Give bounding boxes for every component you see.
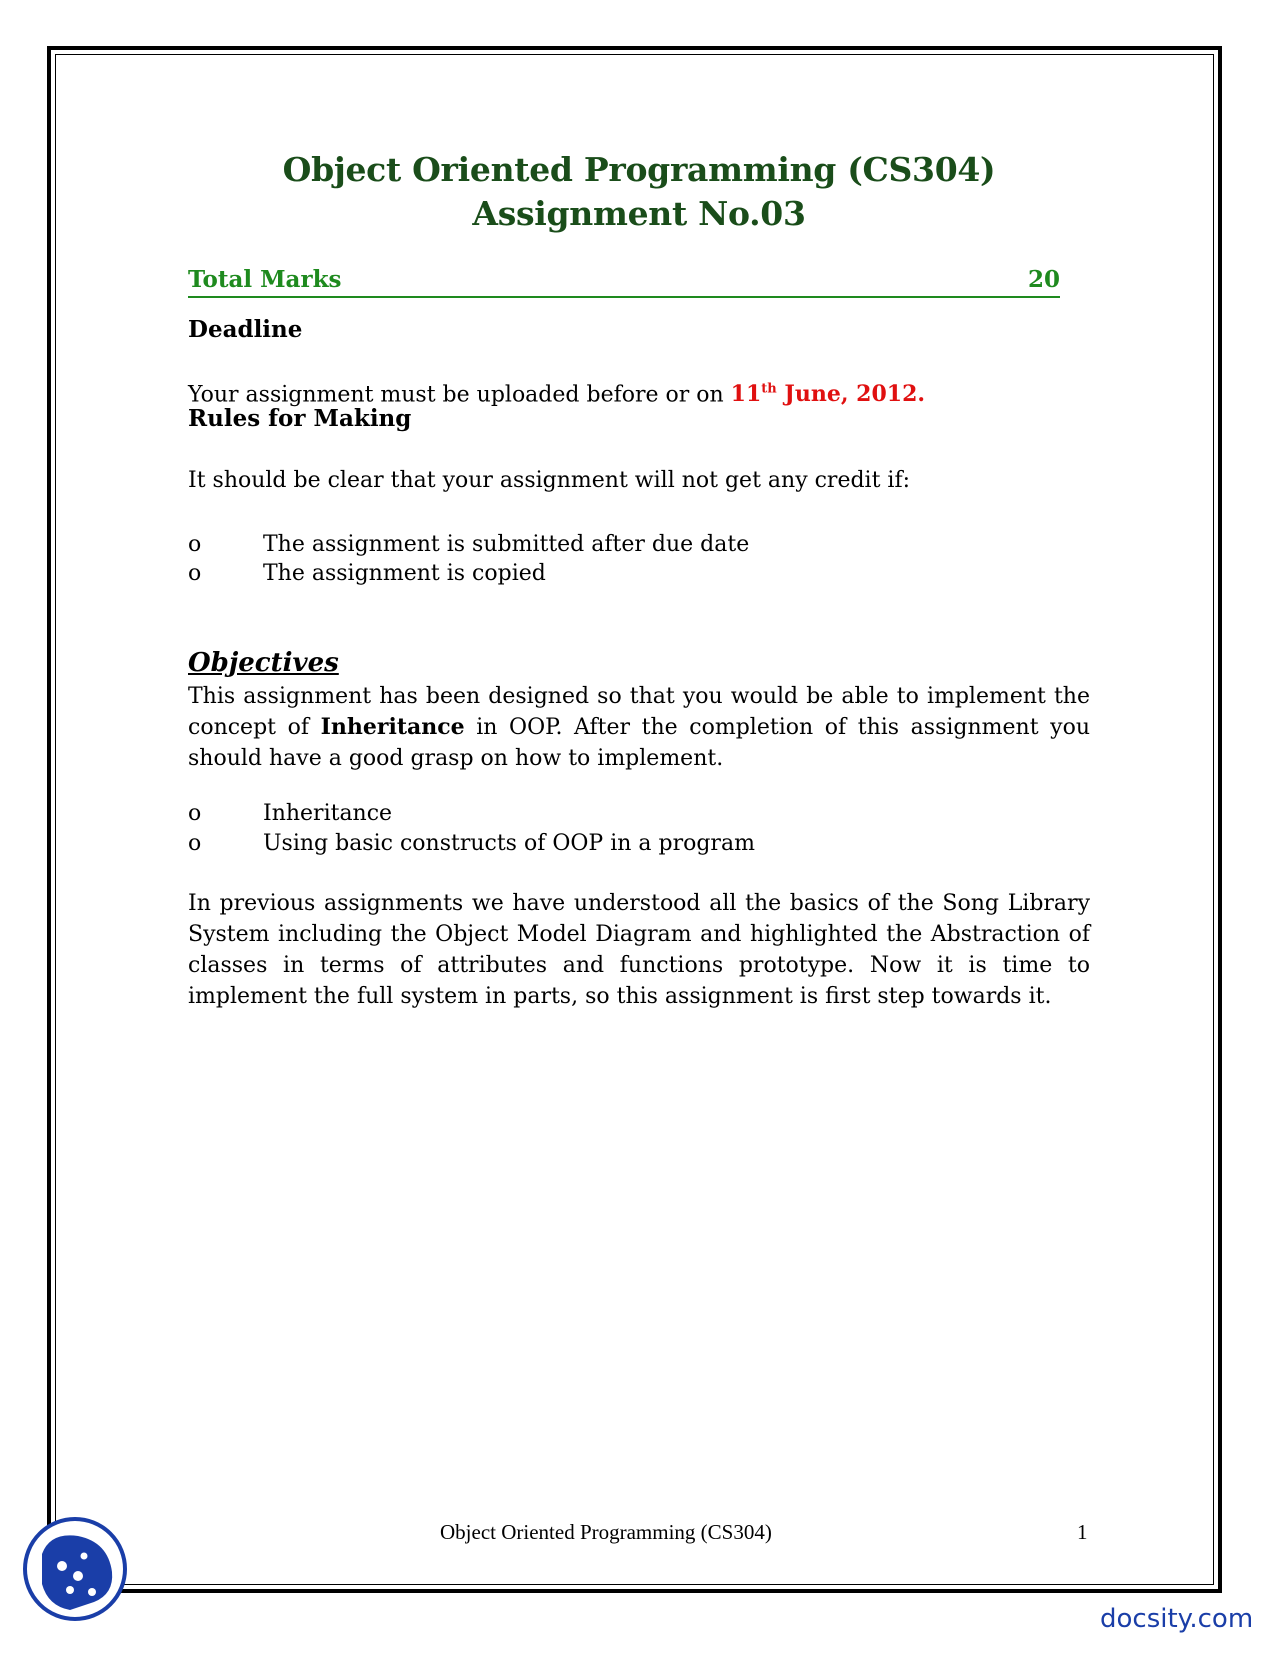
assignment-number: Assignment No.03 <box>472 194 806 233</box>
deadline-day: 11 <box>730 381 762 408</box>
rules-heading: Rules for Making <box>188 405 412 432</box>
document-title: Object Oriented Programming (CS304) <box>282 150 996 189</box>
total-marks-label: Total Marks <box>188 266 342 293</box>
objectives-text-after: in OOP. After the completion of this assignment you should have a good grasp on how to implement. <box>188 715 1090 771</box>
bullet-marker: o <box>188 801 202 826</box>
deadline-date-rest: June, 2012. <box>776 381 926 408</box>
objectives-text-before: This assignment has been designed so that you would be able to implement the concept of <box>188 684 1090 740</box>
list-item <box>188 798 1090 829</box>
list-item <box>188 558 1090 589</box>
list-item <box>188 529 1090 560</box>
objectives-heading: Objectives <box>188 648 339 678</box>
rules-intro: It should be clear that your assignment will not get any credit if: <box>188 468 911 493</box>
bullet-marker: o <box>188 831 202 856</box>
list-item <box>188 828 1090 859</box>
list-item-text: The assignment is copied <box>263 561 546 586</box>
objectives-bold-term: Inheritance <box>320 714 465 740</box>
docsity-logo-icon <box>20 1514 130 1624</box>
docsity-watermark: docsity.com <box>1100 1604 1254 1634</box>
deadline-date <box>731 381 925 407</box>
deadline-sentence: Your assignment must be uploaded before or on <box>188 382 731 408</box>
list-item-text: Using basic constructs of OOP in a program <box>263 831 755 856</box>
total-marks-value: 20 <box>1027 266 1060 293</box>
objectives-paragraph <box>188 681 1090 774</box>
list-item-text: The assignment is submitted after due date <box>263 532 750 557</box>
list-item-text: Inheritance <box>263 801 393 826</box>
bullet-marker: o <box>188 561 202 586</box>
page-number: 1 <box>1077 1520 1088 1544</box>
deadline-day-suffix: th <box>761 382 777 397</box>
closing-paragraph: In previous assignments we have understood all the basics of the Song Library System including the Object Model Diagram and highlighted the Abstraction of classes in terms of attributes and functions prototype. Now it is time to implement the full system in parts, so this assignment is first step towards it. <box>188 891 1090 1009</box>
deadline-heading: Deadline <box>188 316 303 343</box>
bullet-marker: o <box>188 532 202 557</box>
footer-title: Object Oriented Programming (CS304) <box>440 1520 772 1544</box>
total-marks-row <box>188 266 1060 298</box>
